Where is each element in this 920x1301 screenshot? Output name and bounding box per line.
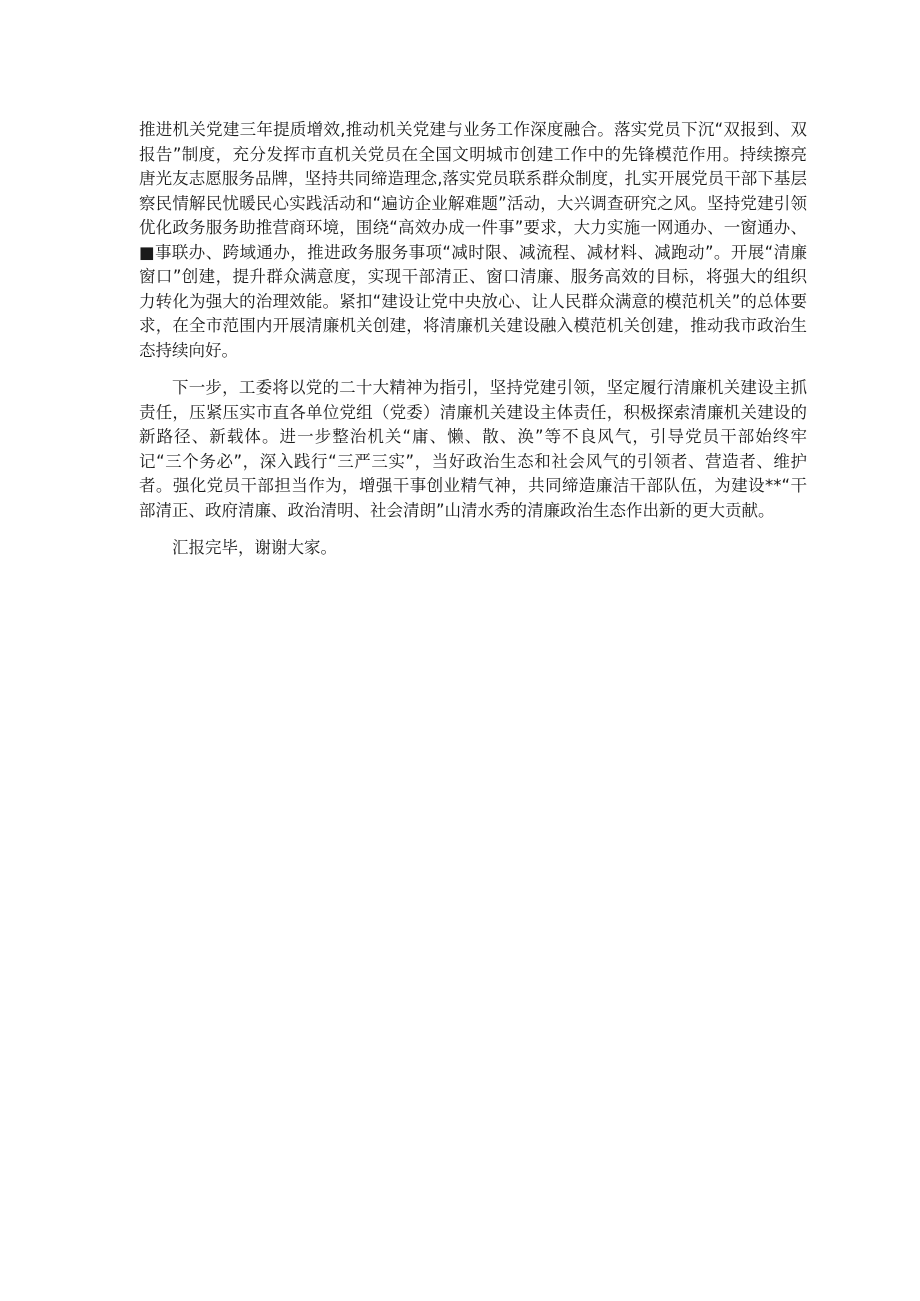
paragraph-closing: 汇报完毕，谢谢大家。 xyxy=(172,538,337,557)
paragraph-party-building: 推进机关党建三年提质增效,推动机关党建与业务工作深度融合。落实党员下沉“双报到、双报告”制度，充分发挥市直机关党员在全国文明城市创建工作中的先锋模范作用。持续擦亮唐光友志愿服务品牌，坚持共同缔造理念,落实党员联系群众制度，扎实开展党员干部下基层察民情解民忧暖民心实践活动和“遍访企业解难题”活动，大兴调查研究之风。坚持党建引领优化政务服务助推营商环境，围绕“高效办成一件事”要求，大力实施一网通办、一窗通办、■事联办、跨域通办，推进政务服务事项“减时限、减流程、减材料、减跑动”。开展“清廉窗口”创建，提升群众满意度，实现干部清正、窗口清廉、服务高效的目标，将强大的组织力转化为强大的治理效能。紧扣“建设让党中央放心、让人民群众满意的模范机关”的总体要求，在全市范围内开展清廉机关创建，将清廉机关建设融入模范机关创建，推动我市政治生态持续向好。 xyxy=(139,120,807,360)
paragraph-next-steps: 下一步，工委将以党的二十大精神为指引，坚持党建引领，坚定履行清廉机关建设主抓责任，压紧压实市直各单位党组（党委）清廉机关建设主体责任，积极探索清廉机关建设的新路径、新载体。进一步整治机关“庸、懒、散、涣”等不良风气，引导党员干部始终牢记“三个务必”，深入践行“三严三实”，当好政治生态和社会风气的引领者、营造者、维护者。强化党员干部担当作为，增强干事创业精气神，共同缔造廉洁干部队伍，为建设**“干部清正、政府清廉、政治清明、社会清朗”山清水秀的清廉政治生态作出新的更大贡献。 xyxy=(139,378,807,520)
document-body xyxy=(139,118,807,574)
